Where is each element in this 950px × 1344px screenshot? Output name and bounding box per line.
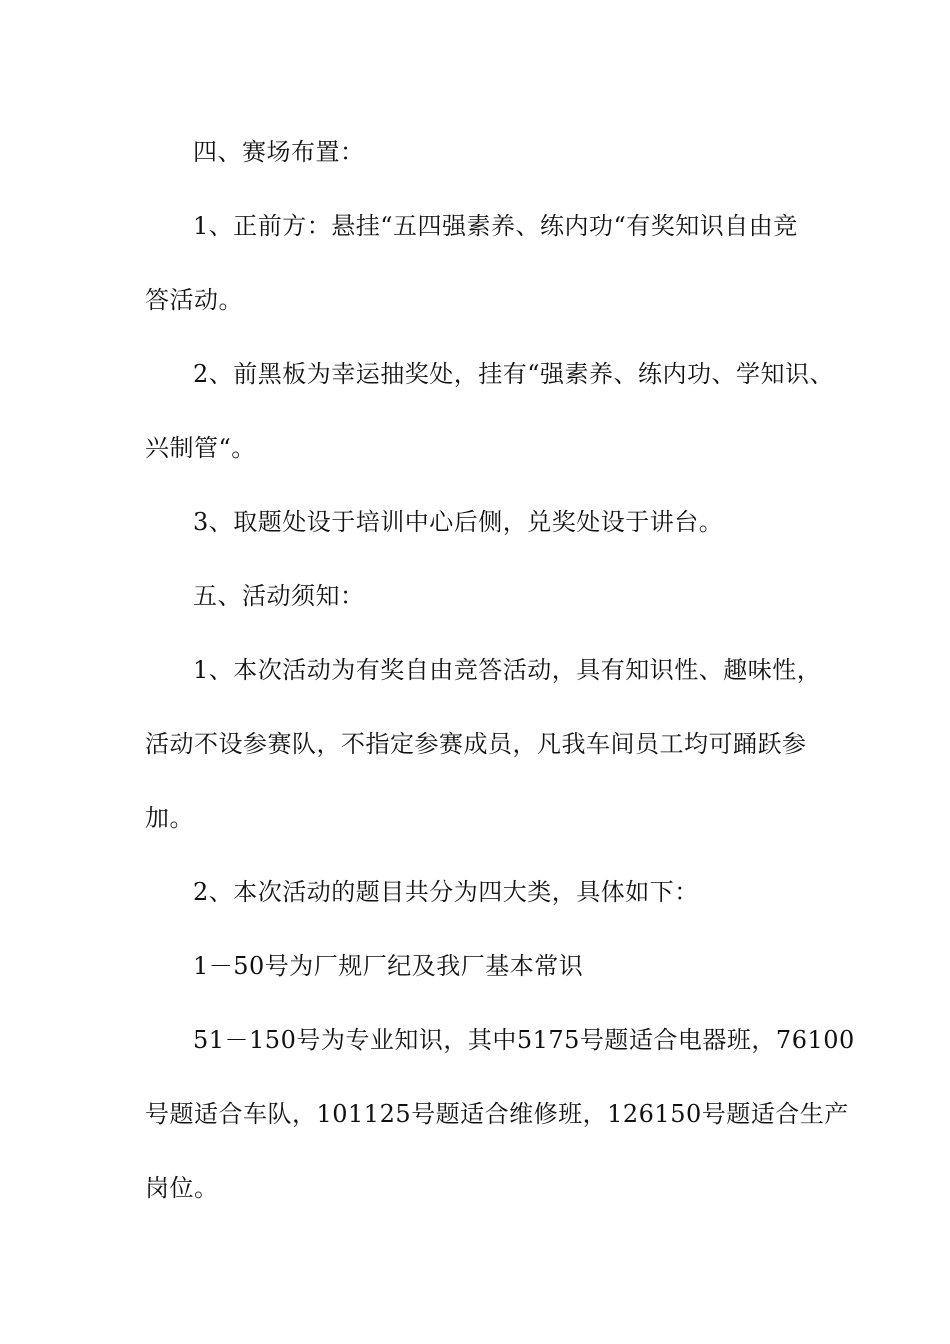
paragraph-line: 2、前黑板为幸运抽奖处，挂有“强素养、练内功、学知识、	[193, 360, 835, 388]
paragraph-line: 答活动。	[145, 286, 243, 314]
paragraph-line: 1、本次活动为有奖自由竞答活动，具有知识性、趣味性，	[193, 656, 822, 684]
paragraph-line: 2、本次活动的题目共分为四大类，具体如下：	[193, 878, 699, 906]
section-heading-activity-notice: 五、活动须知：	[193, 582, 365, 610]
paragraph-line: 兴制管“。	[145, 434, 256, 462]
paragraph-line: 51－150号为专业知识，其中5175号题适合电器班，76100	[193, 1026, 855, 1054]
paragraph-line: 1－50号为厂规厂纪及我厂基本常识	[193, 952, 584, 980]
paragraph-line: 1、正前方：悬挂“五四强素养、练内功“有奖知识自由竞	[193, 212, 798, 240]
paragraph-line: 号题适合车队，101125号题适合维修班，126150号题适合生产	[145, 1100, 849, 1128]
paragraph-line: 加。	[145, 804, 194, 832]
section-heading-venue-layout: 四、赛场布置：	[193, 138, 365, 166]
paragraph-line: 3、取题处设于培训中心后侧，兑奖处设于讲台。	[193, 508, 724, 536]
paragraph-line: 活动不设参赛队，不指定参赛成员，凡我车间员工均可踊跃参	[145, 730, 807, 758]
paragraph-line: 岗位。	[145, 1174, 219, 1202]
